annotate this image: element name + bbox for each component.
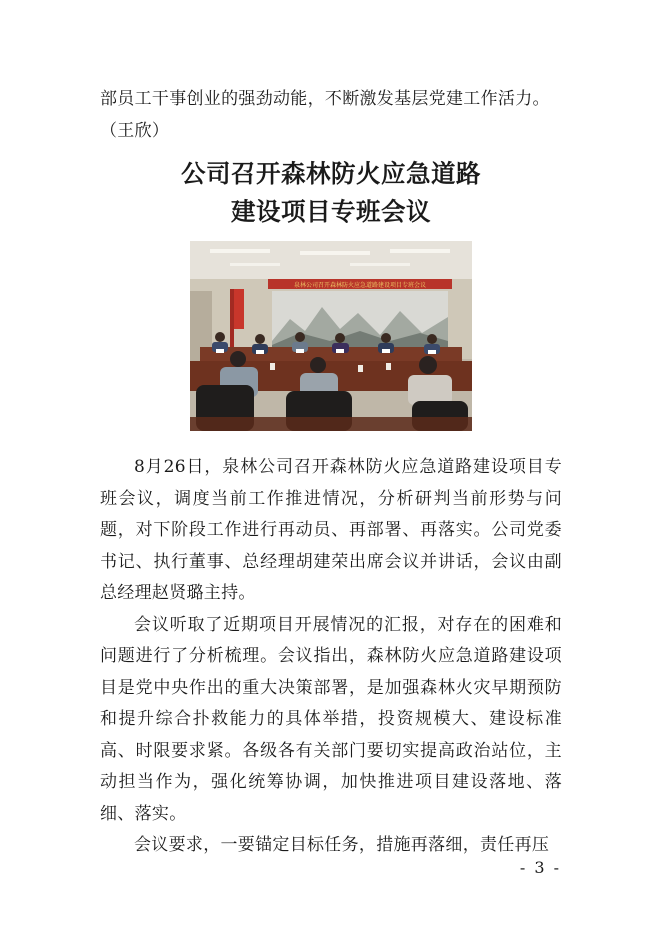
intro-line: 部员工干事创业的强劲动能，不断激发基层党建工作活力。 (100, 89, 550, 109)
paragraph-3: 会议要求，一要锚定目标任务，措施再落细，责任再压 (134, 835, 550, 855)
paragraph-2: 会议听取了近期项目开展情况的汇报，对存在的困难和问题进行了分析梳理。会议指出，森林防火应急道路建设项目是党中央作出的重大决策部署，是加强森林火灾早期预防和提升综合扑救能力的具体举措，投资规模大、建设标准高、时限要求紧。各级各有关部门要切实提高政治站位，主动担当作为，强化统筹协调，加快推进项目建设落地、落细、落实。 (100, 614, 562, 824)
intro-byline: （王欣） (100, 120, 170, 141)
banner-text: 泉林公司召开森林防火应急道路建设项目专班会议 (293, 282, 427, 289)
page-number: - 3 - (519, 858, 561, 877)
meeting-photo-illustration (190, 241, 472, 431)
paragraph-1: 8月26日，泉林公司召开森林防火应急道路建设项目专班会议，调度当前工作推进情况，分析研判当前形势与问题，对下阶段工作进行再动员、再部署、再落实。公司党委书记、执行董事、总经理胡建荣出席会议并讲话，会议由副总经理赵贤璐主持。 (100, 457, 562, 603)
meeting-photo (190, 241, 472, 431)
article-body (100, 452, 562, 862)
article-title-line1: 公司召开森林防火应急道路 (181, 159, 481, 188)
article-title-line2: 建设项目专班会议 (231, 197, 431, 226)
intro-text (100, 84, 562, 147)
